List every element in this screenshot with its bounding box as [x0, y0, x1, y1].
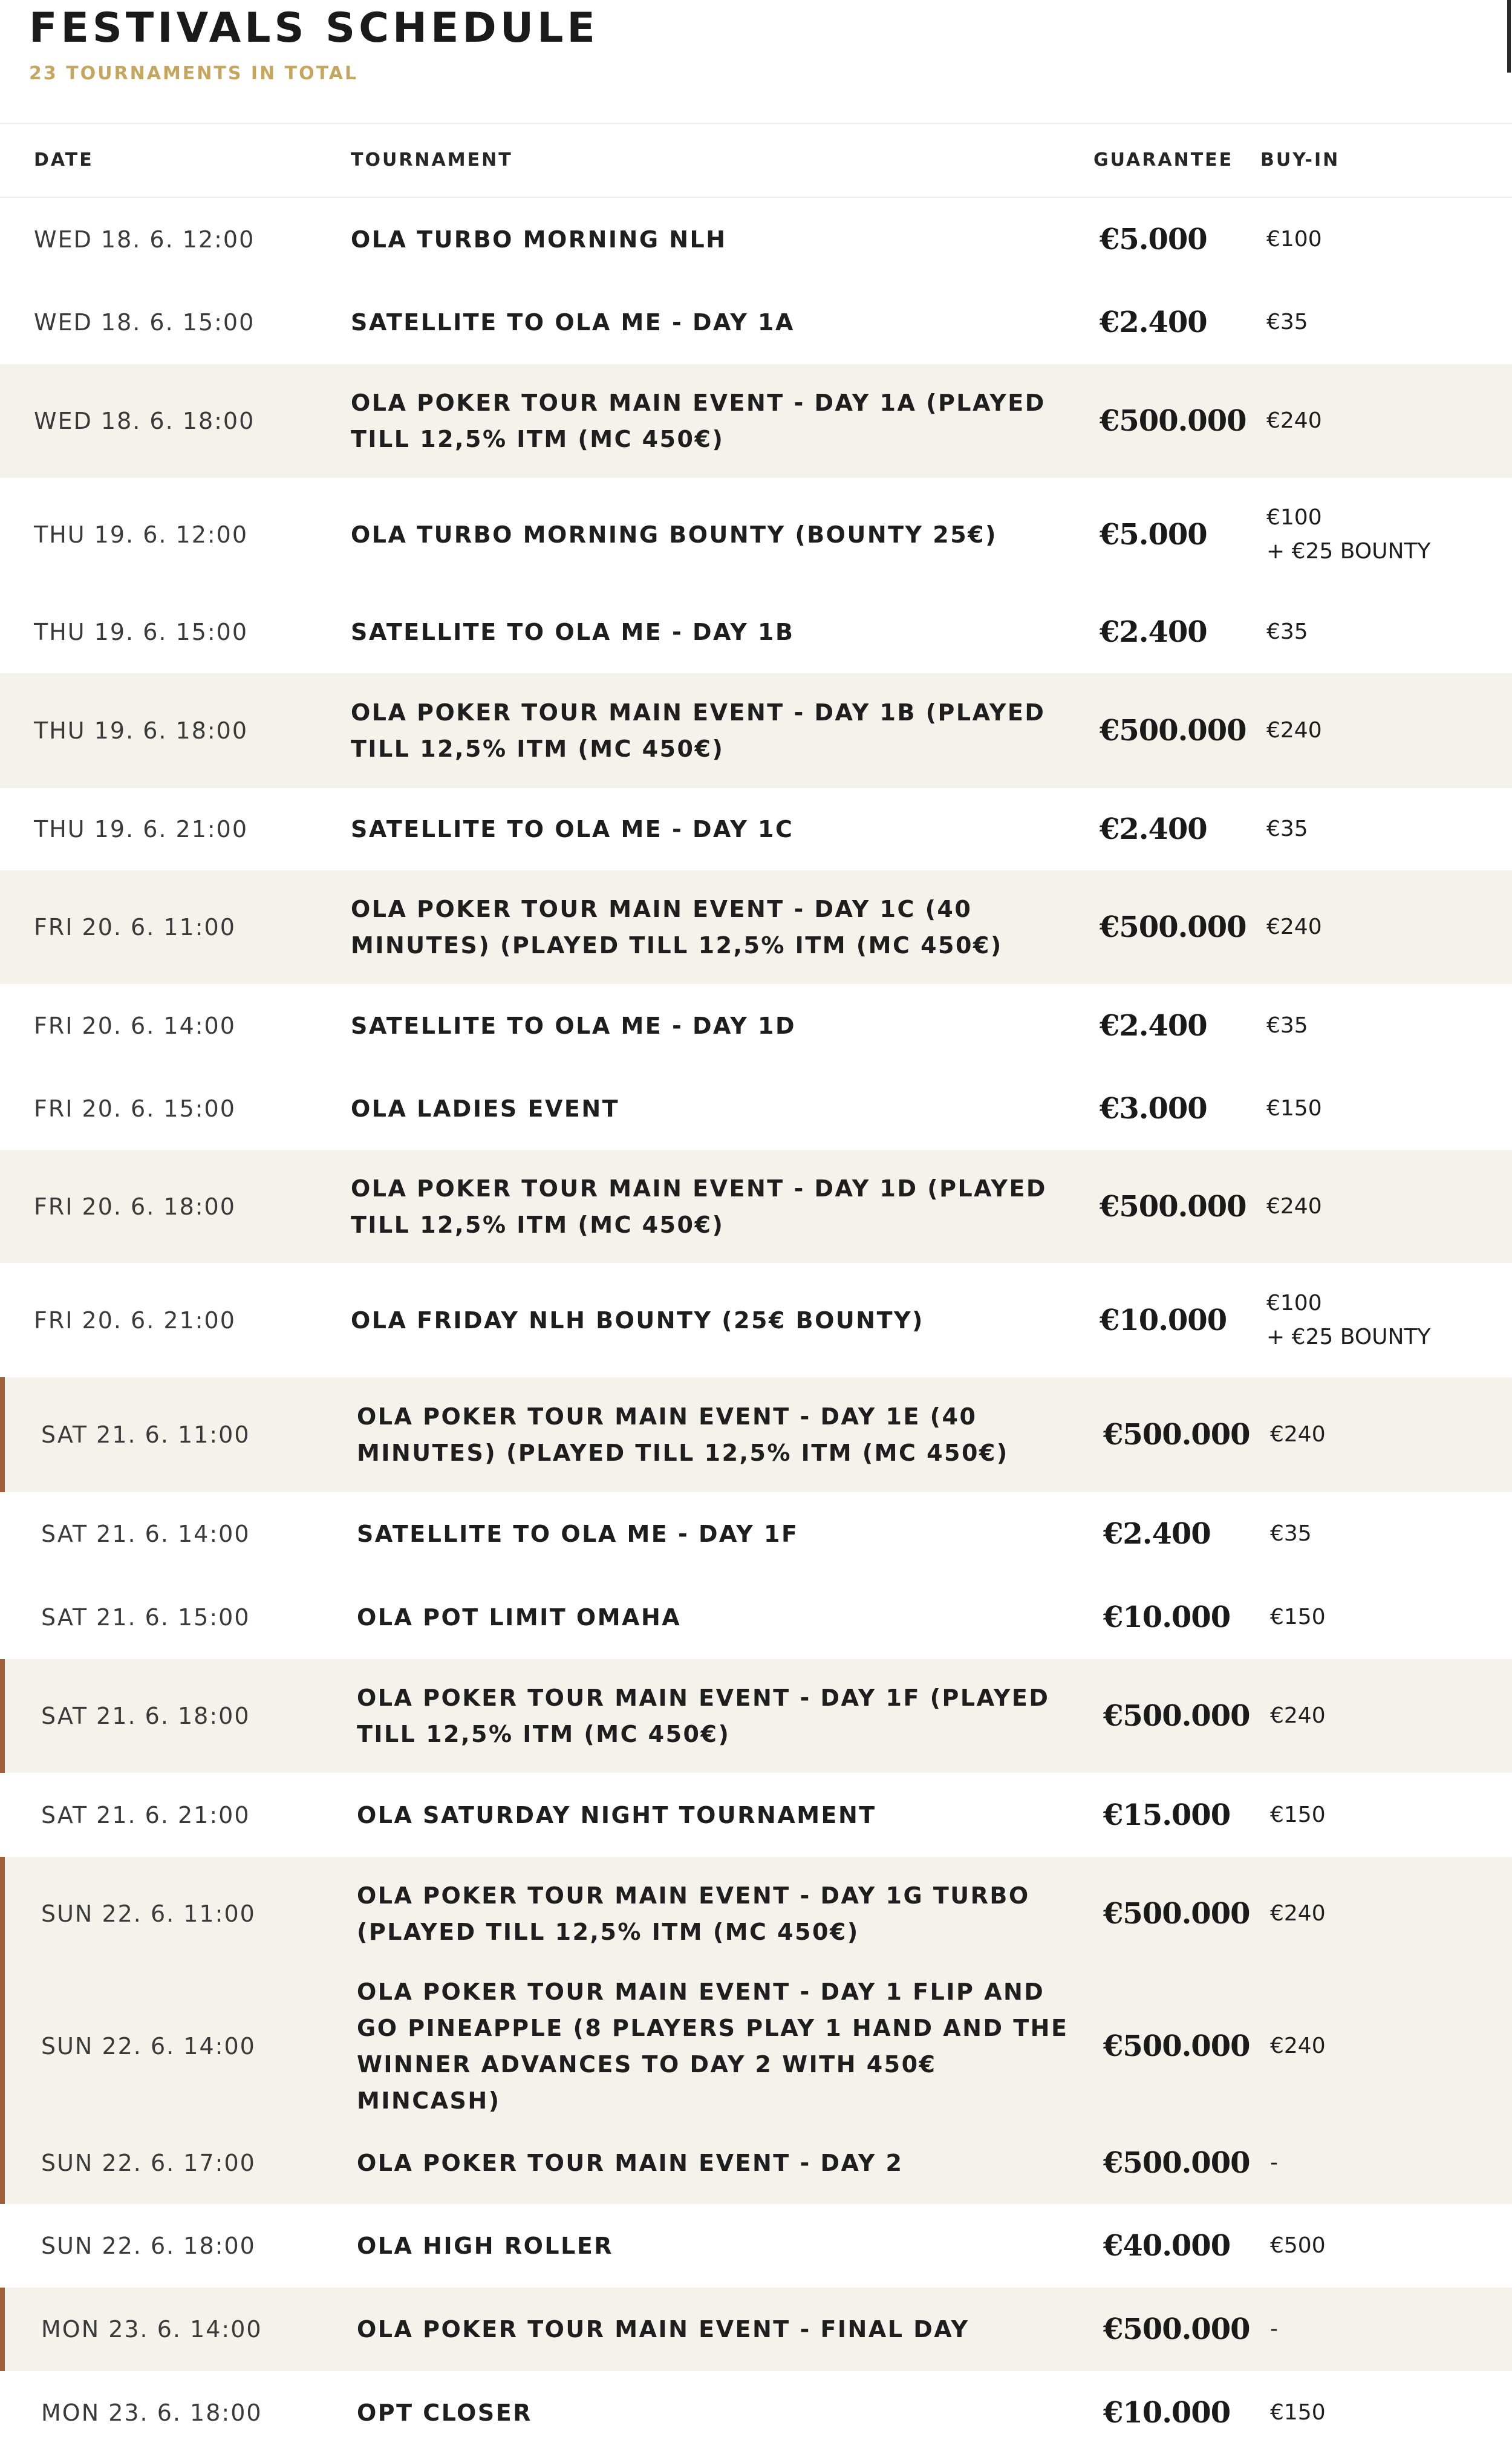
row-tournament[interactable]: OLA POKER TOUR MAIN EVENT - DAY 1F (PLAYED TILL 12,5% ITM (MC 450€)	[357, 1685, 1050, 1747]
buyin-amount: €100	[1266, 504, 1322, 530]
row-guarantee: €500.000	[1103, 1418, 1250, 1452]
row-date: WED 18. 6. 12:00	[34, 226, 255, 253]
table-row[interactable]	[0, 1263, 1512, 1377]
row-date: THU 19. 6. 21:00	[34, 816, 249, 843]
row-guarantee: €2.400	[1100, 305, 1207, 339]
row-guarantee: €2.400	[1100, 615, 1207, 649]
table-row[interactable]	[0, 198, 1512, 281]
row-date: SAT 21. 6. 14:00	[41, 1521, 250, 1547]
row-buyin: -	[1270, 2317, 1278, 2341]
table-row[interactable]	[0, 673, 1512, 788]
row-buyin	[1266, 501, 1430, 569]
row-tournament[interactable]: OLA FRIDAY NLH BOUNTY (25€ BOUNTY)	[351, 1306, 924, 1334]
row-date: THU 19. 6. 12:00	[34, 521, 249, 548]
row-buyin: €240	[1270, 2034, 1326, 2058]
row-date: SAT 21. 6. 18:00	[41, 1703, 250, 1729]
row-date: SUN 22. 6. 17:00	[41, 2150, 256, 2176]
row-guarantee: €3.000	[1100, 1091, 1207, 1126]
row-guarantee: €500.000	[1100, 404, 1246, 438]
row-tournament[interactable]: OLA POT LIMIT OMAHA	[357, 1604, 682, 1631]
row-buyin: €240	[1270, 1901, 1326, 1926]
row-tournament[interactable]: SATELLITE TO OLA ME - DAY 1C	[351, 816, 794, 843]
row-date: MON 23. 6. 14:00	[41, 2316, 262, 2343]
row-guarantee: €500.000	[1103, 1897, 1250, 1931]
row-date: SUN 22. 6. 14:00	[41, 2033, 256, 2060]
row-date: FRI 20. 6. 11:00	[34, 914, 236, 941]
row-guarantee: €2.400	[1100, 812, 1207, 846]
row-buyin	[1266, 1287, 1430, 1354]
row-buyin: €35	[1266, 1013, 1308, 1038]
row-guarantee: €500.000	[1100, 1189, 1246, 1224]
row-date: WED 18. 6. 15:00	[34, 309, 255, 336]
row-buyin: €500	[1270, 2233, 1326, 2258]
row-guarantee: €5.000	[1100, 517, 1207, 552]
row-guarantee: €5.000	[1100, 222, 1207, 256]
table-row[interactable]	[0, 591, 1512, 673]
row-tournament[interactable]: OLA POKER TOUR MAIN EVENT - DAY 2	[357, 2150, 904, 2176]
row-tournament[interactable]: OLA HIGH ROLLER	[357, 2233, 614, 2259]
row-date: FRI 20. 6. 18:00	[34, 1193, 236, 1220]
row-buyin: €240	[1266, 1193, 1322, 1219]
row-date: SAT 21. 6. 21:00	[41, 1801, 250, 1828]
row-buyin: -	[1270, 2150, 1278, 2175]
row-guarantee: €2.400	[1100, 1008, 1207, 1043]
row-guarantee: €10.000	[1100, 1303, 1227, 1337]
row-tournament[interactable]: OLA POKER TOUR MAIN EVENT - DAY 1G TURBO (PLAYED TILL 12,5% ITM (MC 450€)	[357, 1882, 1030, 1945]
row-buyin: €240	[1270, 1703, 1326, 1728]
row-tournament[interactable]: OLA SATURDAY NIGHT TOURNAMENT	[357, 1801, 876, 1828]
row-date: FRI 20. 6. 21:00	[34, 1306, 236, 1334]
row-tournament[interactable]: OLA POKER TOUR MAIN EVENT - DAY 1 FLIP AND GO PINEAPPLE (8 PLAYERS PLAY 1 HAND AND THE WINNER ADVANCES TO DAY 2 WITH 450€ MINCASH)	[357, 1978, 1069, 2114]
row-buyin: €35	[1270, 1521, 1312, 1546]
row-tournament[interactable]: OLA LADIES EVENT	[351, 1095, 620, 1122]
row-guarantee: €10.000	[1103, 1600, 1231, 1634]
row-tournament[interactable]: OLA POKER TOUR MAIN EVENT - DAY 1D (PLAYED TILL 12,5% ITM (MC 450€)	[351, 1175, 1047, 1238]
column-header-buyin: BUY-IN	[1260, 149, 1340, 171]
row-date: SUN 22. 6. 18:00	[41, 2233, 256, 2259]
row-date: SUN 22. 6. 11:00	[41, 1900, 256, 1927]
table-row[interactable]	[0, 1576, 1512, 1659]
table-row[interactable]	[0, 1377, 1512, 1492]
table-row[interactable]	[0, 870, 1512, 984]
row-tournament[interactable]: SATELLITE TO OLA ME - DAY 1F	[357, 1521, 799, 1547]
table-row[interactable]	[0, 1659, 1512, 1773]
row-date: FRI 20. 6. 15:00	[34, 1095, 236, 1122]
row-tournament[interactable]: SATELLITE TO OLA ME - DAY 1B	[351, 619, 795, 645]
row-buyin: €150	[1270, 2400, 1326, 2425]
table-row[interactable]	[0, 1857, 1512, 1971]
schedule-table-body	[0, 198, 1512, 2440]
row-tournament[interactable]: OLA POKER TOUR MAIN EVENT - DAY 1B (PLAYED TILL 12,5% ITM (MC 450€)	[351, 699, 1046, 762]
row-buyin: €240	[1266, 718, 1322, 743]
row-tournament[interactable]: OLA POKER TOUR MAIN EVENT - FINAL DAY	[357, 2316, 969, 2343]
page-title: FESTIVALS SCHEDULE	[29, 4, 599, 52]
row-buyin: €100	[1266, 226, 1322, 252]
row-buyin: €240	[1270, 1422, 1326, 1447]
row-buyin: €35	[1266, 310, 1308, 334]
row-guarantee: €10.000	[1103, 2396, 1231, 2430]
row-guarantee: €500.000	[1103, 1699, 1250, 1733]
row-date: MON 23. 6. 18:00	[41, 2399, 262, 2426]
table-row[interactable]	[0, 2204, 1512, 2288]
row-buyin: €35	[1266, 817, 1308, 841]
table-row[interactable]	[0, 478, 1512, 591]
row-tournament[interactable]: SATELLITE TO OLA ME - DAY 1D	[351, 1012, 797, 1039]
row-date: WED 18. 6. 18:00	[34, 408, 255, 434]
row-guarantee: €500.000	[1103, 2312, 1250, 2346]
table-row[interactable]	[0, 788, 1512, 870]
table-row[interactable]	[0, 1150, 1512, 1263]
row-guarantee: €500.000	[1100, 910, 1246, 944]
edge-line	[1507, 0, 1511, 73]
row-tournament[interactable]: OLA POKER TOUR MAIN EVENT - DAY 1E (40 MINUTES) (PLAYED TILL 12,5% ITM (MC 450€)	[357, 1403, 1009, 1466]
table-row[interactable]	[0, 1971, 1512, 2122]
buyin-amount: €100	[1266, 1290, 1322, 1316]
table-row[interactable]	[0, 984, 1512, 1067]
row-guarantee: €500.000	[1103, 2146, 1250, 2180]
row-guarantee: €500.000	[1103, 2029, 1250, 2063]
buyin-bounty: + €25 BOUNTY	[1266, 538, 1431, 564]
row-tournament[interactable]: SATELLITE TO OLA ME - DAY 1A	[351, 309, 795, 336]
column-header-tournament: TOURNAMENT	[351, 149, 513, 171]
tournament-count: 23 TOURNAMENTS IN TOTAL	[29, 63, 359, 84]
column-header-guarantee: GUARANTEE	[1093, 149, 1234, 171]
row-buyin: €35	[1266, 619, 1308, 644]
row-guarantee: €2.400	[1103, 1517, 1211, 1551]
table-row[interactable]	[0, 2288, 1512, 2371]
row-tournament[interactable]: OLA POKER TOUR MAIN EVENT - DAY 1C (40 MINUTES) (PLAYED TILL 12,5% ITM (MC 450€)	[351, 896, 1003, 959]
row-date: SAT 21. 6. 11:00	[41, 1421, 250, 1448]
row-buyin: €150	[1266, 1095, 1322, 1121]
table-row[interactable]	[0, 1067, 1512, 1150]
table-row[interactable]	[0, 2122, 1512, 2204]
table-row[interactable]	[0, 1492, 1512, 1576]
row-tournament[interactable]: OLA POKER TOUR MAIN EVENT - DAY 1A (PLAYED TILL 12,5% ITM (MC 450€)	[351, 390, 1046, 452]
row-tournament[interactable]: OPT CLOSER	[357, 2399, 532, 2426]
table-row[interactable]	[0, 2371, 1512, 2440]
table-row[interactable]	[0, 1773, 1512, 1857]
row-date: THU 19. 6. 18:00	[34, 717, 249, 744]
table-header	[0, 124, 1512, 198]
row-tournament[interactable]: OLA TURBO MORNING BOUNTY (BOUNTY 25€)	[351, 521, 997, 548]
table-row[interactable]	[0, 281, 1512, 364]
row-tournament[interactable]: OLA TURBO MORNING NLH	[351, 226, 727, 253]
row-guarantee: €40.000	[1103, 2229, 1231, 2263]
row-date: THU 19. 6. 15:00	[34, 619, 249, 645]
row-buyin: €240	[1266, 915, 1322, 939]
row-buyin: €150	[1270, 1605, 1326, 1629]
row-date: FRI 20. 6. 14:00	[34, 1012, 236, 1039]
table-row[interactable]	[0, 364, 1512, 478]
row-guarantee: €15.000	[1103, 1798, 1231, 1832]
row-guarantee: €500.000	[1100, 714, 1246, 748]
schedule-header	[0, 0, 1512, 124]
buyin-bounty: + €25 BOUNTY	[1266, 1324, 1431, 1349]
column-header-date: DATE	[34, 149, 94, 171]
row-buyin: €150	[1270, 1802, 1326, 1827]
row-date: SAT 21. 6. 15:00	[41, 1604, 250, 1631]
row-buyin: €240	[1266, 408, 1322, 433]
